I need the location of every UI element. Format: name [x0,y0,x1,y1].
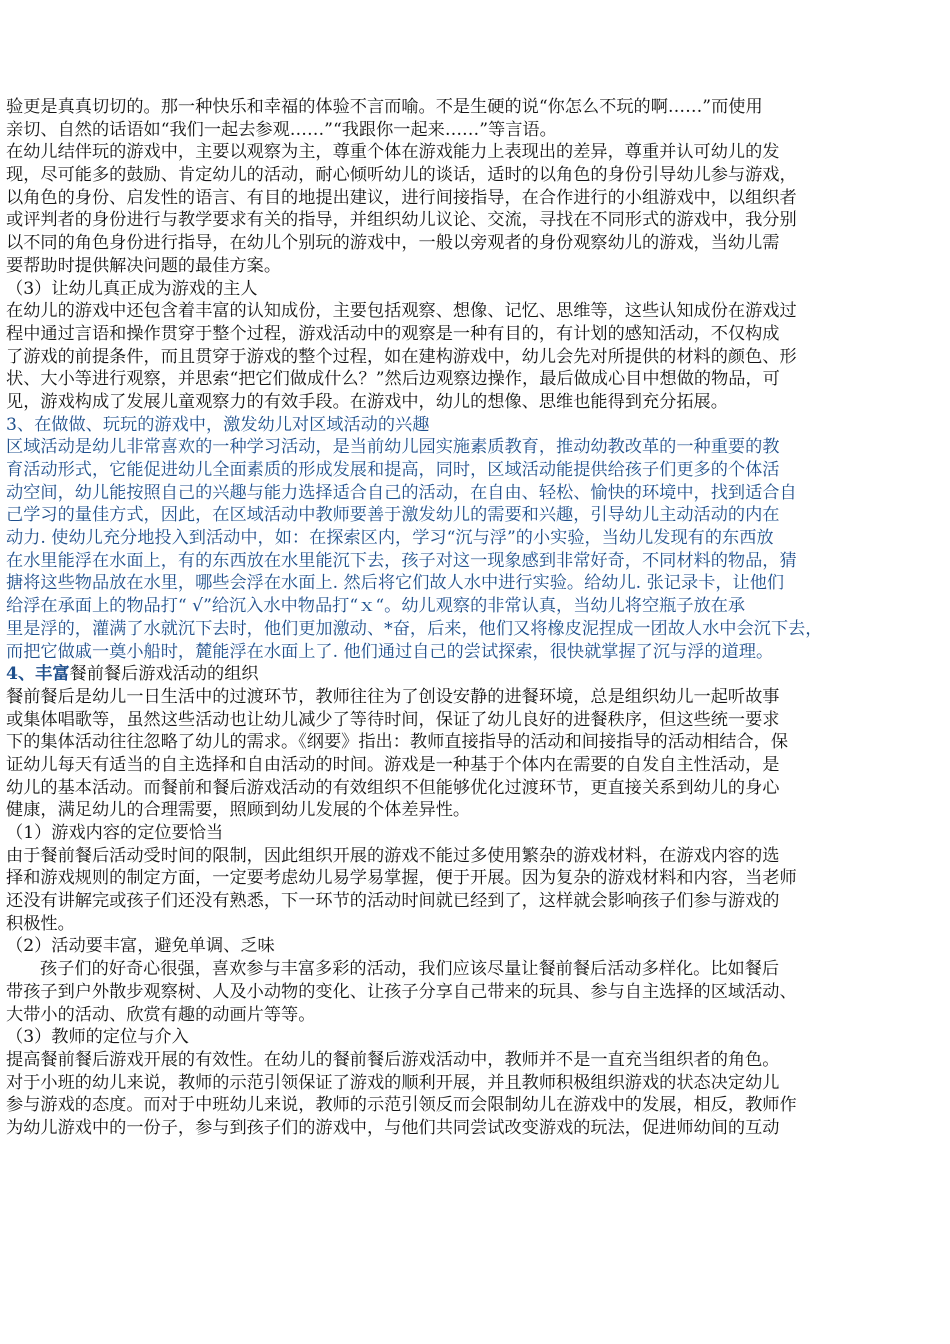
text-line: 以角色的身份、启发性的语言、有目的地提出建议，进行间接指导，在合作进行的小组游戏中，以组织者 [6,187,797,208]
text-line: 对于小班的幼儿来说，教师的示范引领保证了游戏的顺利开展，并且教师积极组织游戏的状态决定幼儿 [6,1072,780,1093]
text-line: 积极性。 [6,913,75,934]
text-line: 而把它做戚一奠小船时，麓能浮在水面上了. 他们通过自己的尝试探索，很快就掌握了沉与浮的道理。 [6,641,774,662]
subheading: （1）游戏内容的定位要恰当 [6,823,224,843]
text-line: 在水里能浮在水面上，有的东西放在水里能沉下去，孩子对这一现象感到非常好奇，不同材料的物品，猜 [6,550,797,571]
text-line: 给浮在承面上的物品打“ √”给沉入水中物品打“ｘ“。幼儿观察的非常认真，当幼儿将空瓶子放在承 [6,596,746,617]
text-line: 要帮助时提供解决问题的最佳方案。 [6,255,282,276]
text-line: 或集体唱歌等，虽然这些活动也让幼儿减少了等待时间，保证了幼儿良好的进餐秩序，但这些统一要求 [6,709,780,730]
text-line: 下的集体活动往往忽略了幼儿的需求。《纲要》指出：教师直接指导的活动和间接指导的活动相结合，保 [6,732,789,753]
text-line: 以不同的角色身份进行指导，在幼儿个别玩的游戏中，一般以旁观者的身份观察幼儿的游戏，当幼儿需 [6,233,780,254]
section-heading [6,663,868,686]
text-line: 还没有讲解完或孩子们还没有熟悉，下一环节的活动时间就已经到了，这样就会影响孩子们参与游戏的 [6,891,780,912]
section-heading-lead: 4、丰富 [6,664,70,685]
text-line: 在幼儿的游戏中还包含着丰富的认知成份，主要包括观察、想像、记忆、思维等，这些认知成份在游戏过 [6,301,797,322]
text-line: 见，游戏构成了发展儿童观察力的有效手段。在游戏中，幼儿的想像、思维也能得到充分拓展。 [6,391,728,412]
section-heading: 3、在做做、玩玩的游戏中，激发幼儿对区域活动的兴趣 [6,414,430,435]
text-line: 参与游戏的态度。而对于中班幼儿来说，教师的示范引领反而会限制幼儿在游戏中的发展，相反，教师作 [6,1095,797,1116]
text-line: 动力. 使幼儿充分地投入到活动中，如：在探索区内，学习“沉与浮”的小实验，当幼儿发现有的东西放 [6,528,774,549]
text-line: 健康，满足幼儿的合理需要，照顾到幼儿发展的个体差异性。 [6,800,471,821]
section-heading-rest: 餐前餐后游戏活动的组织 [69,664,259,685]
text-line: 孩子们的好奇心很强，喜欢参与丰富多彩的活动，我们应该尽量让餐前餐后活动多样化。比如餐后 [40,959,780,980]
text-line: 验更是真真切切的。那一种快乐和幸福的体验不言而喻。不是生硬的说“你怎么不玩的啊……”而使用 [6,97,763,117]
text-line: 幼儿的基本活动。而餐前和餐后游戏活动的有效组织不但能够优化过渡环节，更直接关系到幼儿的身心 [6,777,780,798]
text-line: 亲切、自然的话语如“我们一起去参观……”“我跟你一起来……”等言语。 [6,119,557,140]
text-line: 证幼儿每天有适当的自主选择和自由活动的时间。游戏是一种基于个体内在需要的自发自主性活动，是 [6,754,780,775]
text-line: 为幼儿游戏中的一份子，参与到孩子们的游戏中，与他们共同尝试改变游戏的玩法，促进师幼间的互动 [6,1117,780,1138]
text-line: 在幼儿结伴玩的游戏中，主要以观察为主，尊重个体在游戏能力上表现出的差异，尊重并认可幼儿的发 [6,142,780,163]
text-line: 由于餐前餐后活动受时间的限制，因此组织开展的游戏不能过多使用繁杂的游戏材料，在游戏内容的选 [6,845,780,866]
text-line: 大带小的活动、欣赏有趣的动画片等等。 [6,1004,316,1025]
text-line: 带孩子到户外散步观察树、人及小动物的变化、让孩子分享自己带来的玩具、参与自主选择的区域活动、 [6,981,797,1002]
text-line: 了游戏的前提条件，而且贯穿于游戏的整个过程，如在建构游戏中，幼儿会先对所提供的材料的颜色、形 [6,346,797,367]
subheading: （3）教师的定位与介入 [6,1027,189,1048]
text-line: 己学习的量佳方式，因此，在区域活动中教师要善于激发幼儿的需要和兴趣，引导幼儿主动活动的内在 [6,505,780,526]
subheading: （3）让幼儿真正成为游戏的主人 [6,278,258,299]
text-line: 动空间，幼儿能按照自己的兴趣与能力选择适合自己的活动，在自由、轻松、愉快的环境中，找到适合自 [6,482,797,503]
text-line: 区域活动是幼儿非常喜欢的一种学习活动，是当前幼儿园实施素质教育，推动幼教改革的一种重要的教 [6,437,780,458]
text-line: 搪将这些物品放在水里，哪些会浮在水面上. 然后将它们故人水中进行实验。给幼儿. 张记录卡，让他们 [6,573,785,594]
document-page [6,96,868,1140]
text-line: 状、大小等进行观察，并思索“把它们做成什么？”然后边观察边操作，最后做成心目中想做的物品，可 [6,369,780,390]
text-line: 或评判者的身份进行与教学要求有关的指导，并组织幼儿议论、交流，寻找在不同形式的游戏中，我分别 [6,210,797,231]
text-line: 提高餐前餐后游戏开展的有效性。在幼儿的餐前餐后游戏活动中，教师并不是一直充当组织者的角色。 [6,1049,780,1070]
subheading: （2）活动要丰富，避免单调、乏味 [6,936,275,957]
text-line: 现，尽可能多的鼓励、肯定幼儿的活动，耐心倾听幼儿的谈话，适时的以角色的身份引导幼儿参与游戏， [6,165,797,186]
text-line: 择和游戏规则的制定方面，一定要考虑幼儿易学易掌握，便于开展。因为复杂的游戏材料和内容，当老师 [6,868,797,889]
text-line: 餐前餐后是幼儿一日生活中的过渡环节，教师往往为了创设安静的进餐环境，总是组织幼儿一起听故事 [6,686,780,707]
text-line: 里是浮的，灌满了水就沉下去时，他们更加激动、*奋，后来，他们又将橡皮泥捏成一团故人水中会沉下去， [6,618,823,639]
text-line: 程中通过言语和操作贯穿于整个过程，游戏活动中的观察是一种有目的，有计划的感知活动，不仅构成 [6,323,780,344]
text-line: 育活动形式，它能促进幼儿全面素质的形成发展和提高，同时，区域活动能提供给孩子们更多的个体活 [6,460,780,480]
